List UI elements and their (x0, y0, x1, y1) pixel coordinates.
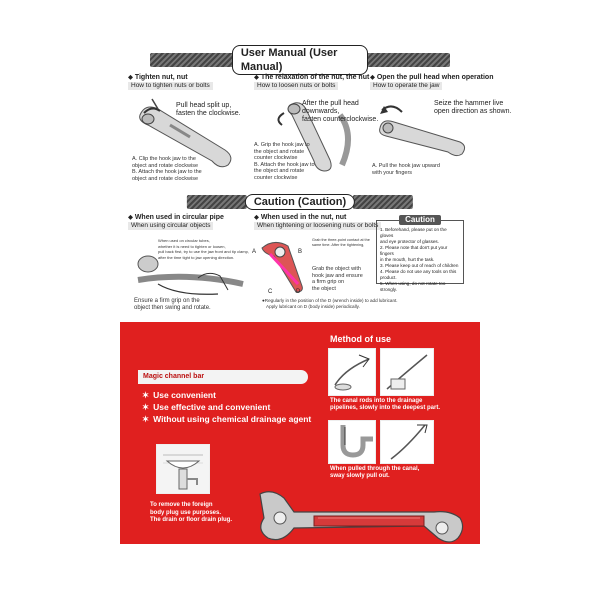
note-line: the object (312, 285, 336, 292)
manual-col2-head (254, 74, 369, 90)
small-line: Grab the three-point contact at the (312, 238, 370, 242)
method-step-image-2 (380, 348, 434, 396)
manual-col3-head (370, 74, 494, 90)
callout-line: downwards, (302, 108, 340, 115)
small-line: whether it is need to tighten or loosen, (158, 243, 226, 249)
method-of-use-title: Method of use (330, 334, 391, 344)
channel-bullet-3 (142, 414, 311, 424)
small-line: same time. After the tightening, (312, 243, 365, 247)
callout-line: fasten the clockwise. (176, 110, 241, 117)
manual-col2-title: The relaxation of the nut, the nut (260, 74, 370, 81)
caution-col1-note (134, 298, 211, 312)
manual-col2-subtitle: How to loosen nuts or bolts (254, 82, 338, 90)
manual-col1-steps (132, 156, 202, 182)
method-line: pipelines, slowly into the deepest part. (330, 405, 441, 411)
step-line: the object and rotate (254, 168, 305, 174)
caution-col1-title: When used in circular pipe (134, 214, 224, 221)
star-icon: ✶ (142, 414, 150, 424)
caution-col2-footer (262, 298, 398, 310)
manual-col3-callout (434, 100, 511, 116)
manual-col2-callout (302, 100, 378, 124)
bullet-icon: ◆ (254, 74, 259, 81)
step-line: B. Attach the hook jaw to (254, 161, 315, 168)
step-line: object and rotate clockwise (132, 162, 199, 169)
caution-banner (187, 194, 413, 210)
drain-insert-icon (329, 349, 375, 395)
callout-line: Seize the hammer live (434, 100, 504, 107)
step-line: the object and rotate (254, 148, 305, 155)
bullet-icon: ◆ (370, 74, 375, 81)
step-line: counter clockwise (254, 174, 298, 181)
note-line: object then swing and rotate. (134, 305, 211, 311)
caution-col2-note (312, 266, 363, 292)
step-line: counter clockwise (254, 155, 298, 161)
caution-box-title: Caution (399, 215, 441, 225)
nut-grip-illustration (254, 236, 314, 294)
caution-box (376, 215, 464, 292)
method-step-image-4 (380, 420, 434, 464)
user-manual-title: User Manual (User Manual) (232, 45, 368, 75)
label-b: B (298, 249, 303, 255)
manual-col1-head (128, 74, 213, 90)
foreign-line: To remove the foreign (150, 502, 213, 508)
method-step1-text (330, 398, 440, 412)
pull-out-icon (381, 421, 433, 463)
manual-col3-steps (372, 163, 440, 176)
banner-bar-right (353, 195, 413, 209)
sink-icon (157, 445, 209, 493)
step-line: object and rotate clockwise (132, 175, 199, 182)
caution-col1-subtitle: When using circular objects (128, 222, 213, 230)
bullet-icon: ◆ (128, 214, 133, 221)
manual-col1-title: Tighten nut, nut (134, 74, 188, 81)
bullet-text: Without using chemical drainage agent (153, 414, 312, 424)
note-line: a firm grip on (312, 279, 345, 285)
foreign-line: body plug use purposes. (150, 509, 222, 516)
method-line: The canal rods into the drainage (330, 398, 423, 404)
note-line: hook jaw and ensure (312, 272, 363, 279)
bullet-icon: ◆ (254, 214, 259, 221)
label-d: D (296, 289, 301, 295)
caution-title: Caution (Caution) (245, 194, 355, 210)
circular-pipe-illustration (128, 250, 253, 300)
callout-line: After the pull head (302, 100, 359, 107)
method-step2-text (330, 466, 419, 480)
channel-bullet-2 (142, 402, 270, 412)
magic-wrench-product-image (254, 488, 468, 550)
note-line: Ensure a firm grip on the (134, 298, 200, 304)
small-line: after the time tight to jaw opening direction. (158, 254, 235, 260)
small-line: pull back first, try to use the jaw front and tip clamp, (158, 249, 249, 254)
caution-col2-small (312, 238, 370, 248)
caution-item: 4. Please do not use any tools on this product. (380, 269, 457, 280)
magic-channel-label: Magic channel bar (138, 370, 308, 384)
small-line: When used on circular tubes, (158, 238, 210, 243)
bullet-icon: ◆ (128, 74, 133, 81)
caution-col2-head (254, 214, 381, 230)
label-c: C (268, 289, 273, 295)
step-line: B. Attach the hook jaw to the (132, 169, 202, 175)
step-line: with your fingers (372, 169, 413, 176)
label-a: A (252, 249, 257, 255)
banner-bar-right (366, 53, 450, 67)
caution-item: 5. When using, do not rotate too strongly. (380, 281, 446, 292)
caution-col1-head (128, 214, 224, 230)
footer-line: ●Regularly in the position of the D (wrench inside) to add lubricant. (262, 298, 398, 303)
foreign-body-text (150, 502, 232, 525)
manual-col3-title: Open the pull head when operation (376, 74, 494, 81)
channel-bullet-1 (142, 390, 216, 400)
manual-col1-callout (176, 102, 241, 118)
bullet-text: Use convenient (153, 390, 216, 400)
user-manual-banner (150, 47, 450, 73)
sink-illustration (156, 444, 210, 494)
method-line: sway slowly pull out. (330, 473, 390, 479)
banner-bar-left (187, 195, 247, 209)
note-line: Grab the object with (312, 266, 361, 272)
pipe-trap-icon (329, 421, 375, 463)
drain-push-icon (381, 349, 433, 395)
callout-line: open direction as shown. (434, 108, 512, 115)
caution-item: in the mouth, hurt the task. (380, 257, 435, 262)
manual-col3-subtitle: How to operate the jaw (370, 82, 442, 90)
banner-bar-left (150, 53, 234, 67)
method-line: When pulled through the canal, (330, 466, 420, 472)
manual-col2-steps (254, 142, 315, 181)
callout-line: fasten counterclockwise. (302, 116, 379, 123)
star-icon: ✶ (142, 402, 150, 412)
bullet-text: Use effective and convenient (153, 402, 271, 412)
manual-col1-subtitle: How to tighten nuts or bolts (128, 82, 213, 90)
foreign-line: The drain or floor drain plug. (150, 517, 232, 523)
caution-col2-title: When used in the nut, nut (260, 214, 347, 221)
footer-line: Apply lubricant on D (body inside) periodically. (266, 304, 360, 309)
caution-item: 2. Please note that don't put your fingers (380, 245, 448, 256)
caution-item: 3. Please keep out of reach of children (380, 263, 459, 268)
star-icon: ✶ (142, 390, 150, 400)
step-line: A. Grip the hook jaw to (254, 142, 310, 148)
caution-col2-subtitle: When tightening or loosening nuts or bolts (254, 222, 381, 230)
caution-item: 1. Beforehand, please put on the gloves (380, 227, 447, 238)
method-step-image-1 (328, 348, 376, 396)
callout-line: Pull head split up, (176, 102, 232, 109)
caution-item: and eye protector of glasses. (380, 239, 439, 244)
step-line: A. Pull the hook jaw upward (372, 163, 440, 169)
method-step-image-3 (328, 420, 376, 464)
step-line: A. Clip the hook jaw to the (132, 156, 196, 162)
